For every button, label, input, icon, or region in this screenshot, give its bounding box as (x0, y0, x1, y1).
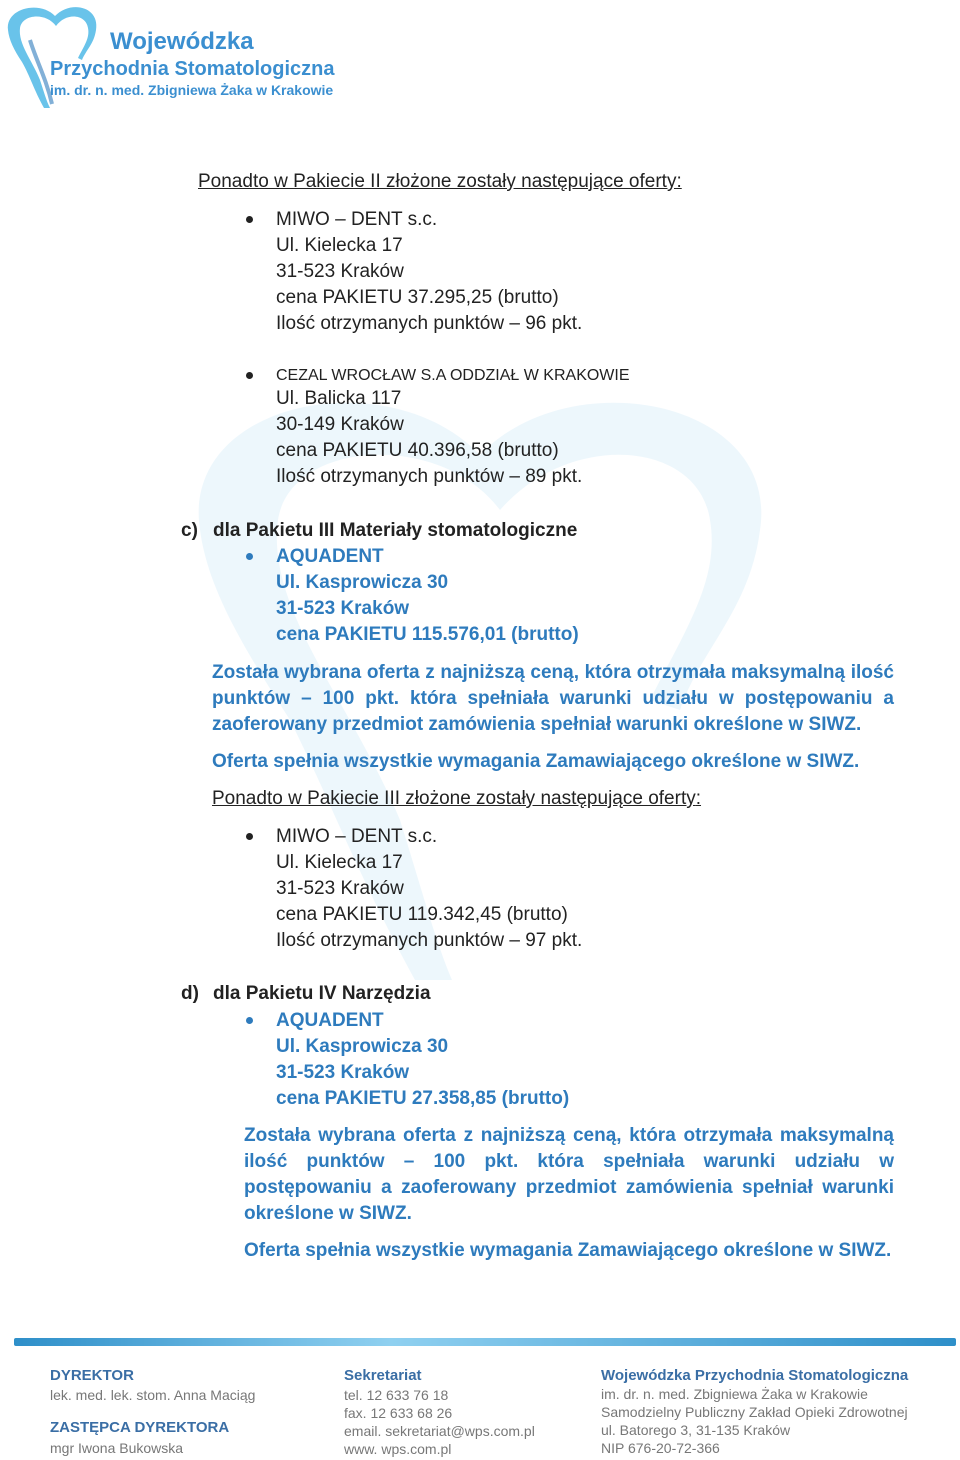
bullet-icon (246, 553, 253, 560)
offer-points: Ilość otrzymanych punktów – 97 pkt. (276, 930, 583, 951)
offer-street: Ul. Kielecka 17 (276, 852, 403, 873)
offer-city: 31-523 Kraków (276, 261, 404, 282)
winner-price: cena PAKIETU 27.358,85 (brutto) (276, 1088, 570, 1109)
pakiet4-title: dla Pakietu IV Narzędzia (213, 983, 431, 1004)
offer-price: cena PAKIETU 119.342,45 (brutto) (276, 904, 568, 925)
paragraph-line: zaoferowany przedmiot zamówienia spełniał warunki określone w SIWZ. (212, 714, 862, 735)
secretariat-fax: fax. 12 633 68 26 (344, 1405, 453, 1421)
pakiet3-other-heading: Ponadto w Pakiecie III złożone zostały następujące oferty: (212, 788, 702, 809)
pakiet2-other-heading: Ponadto w Pakiecie II złożone zostały następujące oferty: (198, 171, 682, 192)
paragraph-line: określone w SIWZ. (244, 1203, 412, 1224)
offer-city: 31-523 Kraków (276, 878, 404, 899)
deputy-title: ZASTĘPCA DYREKTORA (50, 1419, 230, 1436)
director-title: DYREKTOR (50, 1367, 134, 1384)
director-name: lek. med. lek. stom. Anna Maciąg (50, 1387, 256, 1403)
winner-street: Ul. Kasprowicza 30 (276, 1036, 449, 1057)
paragraph-line: Została wybrana oferta z najniższą ceną, która otrzymała maksymalną ilość (212, 662, 894, 683)
offer-name: MIWO – DENT s.c. (276, 826, 438, 847)
org-title: Wojewódzka Przychodnia Stomatologiczna (601, 1367, 909, 1384)
offer-name: CEZAL WROCŁAW S.A ODDZIAŁ W KRAKOWIE (276, 367, 630, 384)
pakiet3-label: c) (181, 520, 198, 541)
paragraph-line: postępowaniu a zaoferowany przedmiot zamówienia spełniał warunki (244, 1177, 894, 1198)
org-line1: im. dr. n. med. Zbigniewa Żaka w Krakowie (601, 1386, 868, 1402)
offer-city: 30-149 Kraków (276, 414, 404, 435)
offer-points: Ilość otrzymanych punktów – 96 pkt. (276, 313, 583, 334)
offer-price: cena PAKIETU 37.295,25 (brutto) (276, 287, 559, 308)
paragraph-line: punktów – 100 pkt. która spełniała warunki udziału w postępowaniu a (212, 688, 894, 709)
deputy-name: mgr Iwona Bukowska (50, 1440, 184, 1456)
winner-city: 31-523 Kraków (276, 598, 410, 619)
winner-name: AQUADENT (276, 1010, 384, 1031)
org-line2: Samodzielny Publiczny Zakład Opieki Zdrowotnej (601, 1404, 908, 1420)
secretariat-tel: tel. 12 633 76 18 (344, 1387, 449, 1403)
footer-divider (14, 1338, 956, 1346)
org-nip: NIP 676-20-72-366 (601, 1440, 720, 1456)
org-line3: ul. Batorego 3, 31-135 Kraków (601, 1422, 791, 1438)
paragraph-line: ilość punktów – 100 pkt. która spełniała warunki udziału w (244, 1151, 894, 1172)
winner-city: 31-523 Kraków (276, 1062, 410, 1083)
pakiet3-title: dla Pakietu III Materiały stomatologiczne (213, 520, 578, 541)
paragraph-line: Została wybrana oferta z najniższą ceną, która otrzymała maksymalną (244, 1125, 894, 1146)
offer-street: Ul. Balicka 117 (276, 388, 402, 409)
logo-tagline: im. dr. n. med. Zbigniewa Żaka w Krakowie (50, 82, 334, 98)
secretariat-email: email. sekretariat@wps.com.pl (344, 1423, 535, 1439)
bullet-icon (246, 372, 253, 379)
winner-name: AQUADENT (276, 546, 384, 567)
winner-price: cena PAKIETU 115.576,01 (brutto) (276, 624, 579, 645)
logo-title: Wojewódzka (110, 28, 254, 55)
offer-price: cena PAKIETU 40.396,58 (brutto) (276, 440, 559, 461)
offer-points: Ilość otrzymanych punktów – 89 pkt. (276, 466, 583, 487)
pakiet4-meets: Oferta spełnia wszystkie wymagania Zamawiającego określone w SIWZ. (244, 1240, 892, 1261)
logo-subtitle: Przychodnia Stomatologiczna (50, 58, 335, 80)
bullet-icon (246, 1017, 253, 1024)
winner-street: Ul. Kasprowicza 30 (276, 572, 449, 593)
offer-name: MIWO – DENT s.c. (276, 209, 438, 230)
offer-street: Ul. Kielecka 17 (276, 235, 403, 256)
secretariat-www: www. wps.com.pl (344, 1441, 452, 1457)
pakiet4-label: d) (181, 983, 199, 1004)
secretariat-title: Sekretariat (344, 1367, 422, 1384)
bullet-icon (246, 216, 253, 223)
pakiet3-meets: Oferta spełnia wszystkie wymagania Zamawiającego określone w SIWZ. (212, 751, 860, 772)
bullet-icon (246, 833, 253, 840)
